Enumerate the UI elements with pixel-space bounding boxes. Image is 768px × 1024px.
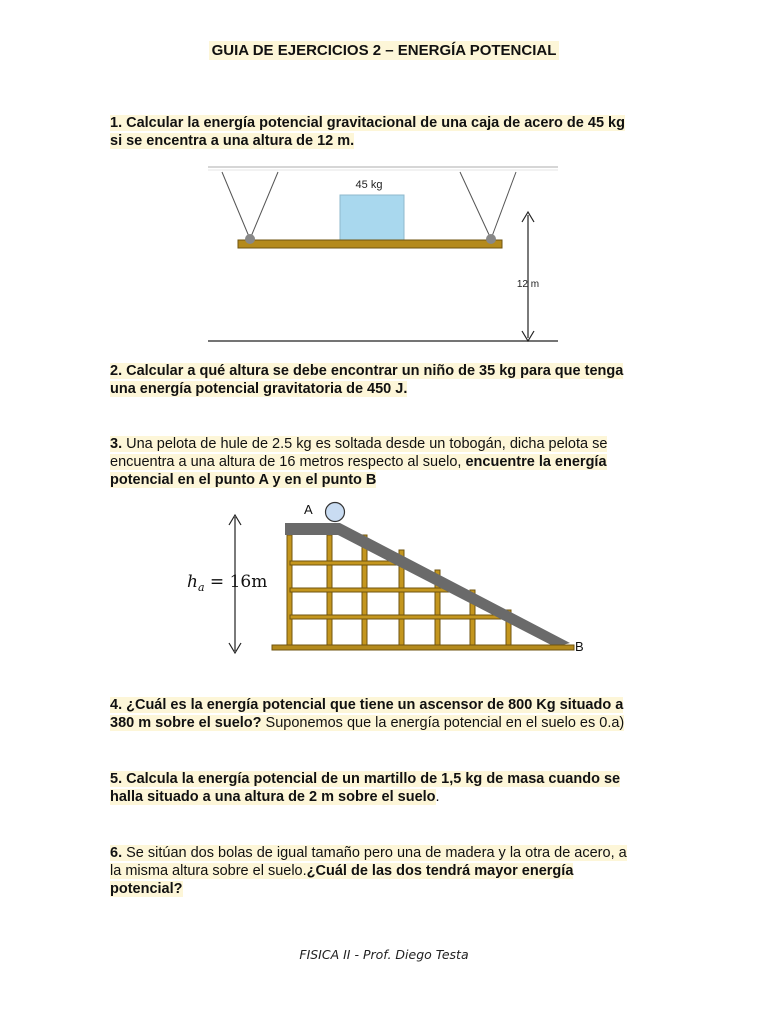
- figure-suspended-box: [200, 160, 570, 350]
- question-1-line-1: 1. Calcular la energía potencial gravitacional de una caja de acero de 45 kg: [110, 115, 625, 131]
- cable-left-1: [222, 172, 250, 239]
- height-a-label: $h_a = 16m$: [187, 572, 268, 594]
- question-6: [110, 844, 658, 898]
- question-2-line-2: una energía potencial gravitatoria de 450 J.: [110, 381, 408, 397]
- question-3-text-1: Una pelota de hule de 2.5 kg es soltada desde un tobogán, dicha pelota se: [122, 436, 608, 452]
- pulley-left: [245, 234, 255, 244]
- question-4: [110, 696, 658, 732]
- question-6-text-2: la misma altura sobre el suelo.: [110, 863, 307, 879]
- question-6-text-1: Se sitúan dos bolas de igual tamaño pero una de madera y la otra de acero, a: [122, 845, 627, 861]
- question-3-bold-2: encuentre la energía: [465, 454, 607, 470]
- question-5-line-2: halla situado a una altura de 2 m sobre el suelo: [110, 789, 436, 805]
- question-3-text-2: encuentra a una altura de 16 metros respecto al suelo,: [110, 454, 466, 470]
- cable-right-1: [460, 172, 491, 239]
- ground-rail: [272, 645, 574, 650]
- question-1-line-2: si se encentra a una altura de 12 m.: [110, 133, 355, 149]
- scaffold-frame: [287, 535, 512, 648]
- question-2: [110, 362, 658, 398]
- question-4-text-2: Suponemos que la energía potencial en el suelo es 0.a): [261, 715, 625, 731]
- question-4-bold-1: 4. ¿Cuál es la energía potencial que tiene un ascensor de 800 Kg situado a: [110, 697, 624, 713]
- question-2-line-1: 2. Calcular a qué altura se debe encontrar un niño de 35 kg para que tenga: [110, 363, 624, 379]
- question-5: [110, 770, 658, 806]
- question-6-bold-2: ¿Cuál de las dos tendrá mayor energía: [306, 863, 574, 879]
- question-5-line-1: 5. Calcula la energía potencial de un martillo de 1,5 kg de masa cuando se: [110, 771, 621, 787]
- page-title: GUIA DE EJERCICIOS 2 – ENERGÍA POTENCIAL: [0, 42, 768, 59]
- question-4-bold-2: 380 m sobre el suelo?: [110, 715, 262, 731]
- cable-right-2: [491, 172, 516, 239]
- question-1: [110, 114, 658, 150]
- pulley-right: [486, 234, 496, 244]
- figure-slide: [150, 495, 600, 665]
- question-3-number: 3.: [110, 436, 123, 452]
- question-6-number: 6.: [110, 845, 123, 861]
- height-label: 12 m: [516, 279, 540, 290]
- question-6-bold-3: potencial?: [110, 881, 183, 897]
- point-b-label: B: [575, 639, 584, 654]
- platform: [238, 240, 502, 248]
- box-mass-label: 45 kg: [355, 179, 383, 191]
- question-3: [110, 435, 658, 489]
- question-5-line-2-end: .: [435, 789, 440, 805]
- steel-box: [340, 195, 404, 240]
- point-a-label: A: [304, 502, 313, 517]
- question-3-bold-3: potencial en el punto A y en el punto B: [110, 472, 377, 488]
- page-footer: FISICA II - Prof. Diego Testa: [299, 947, 469, 962]
- ball: [326, 503, 345, 522]
- cable-left-2: [250, 172, 278, 239]
